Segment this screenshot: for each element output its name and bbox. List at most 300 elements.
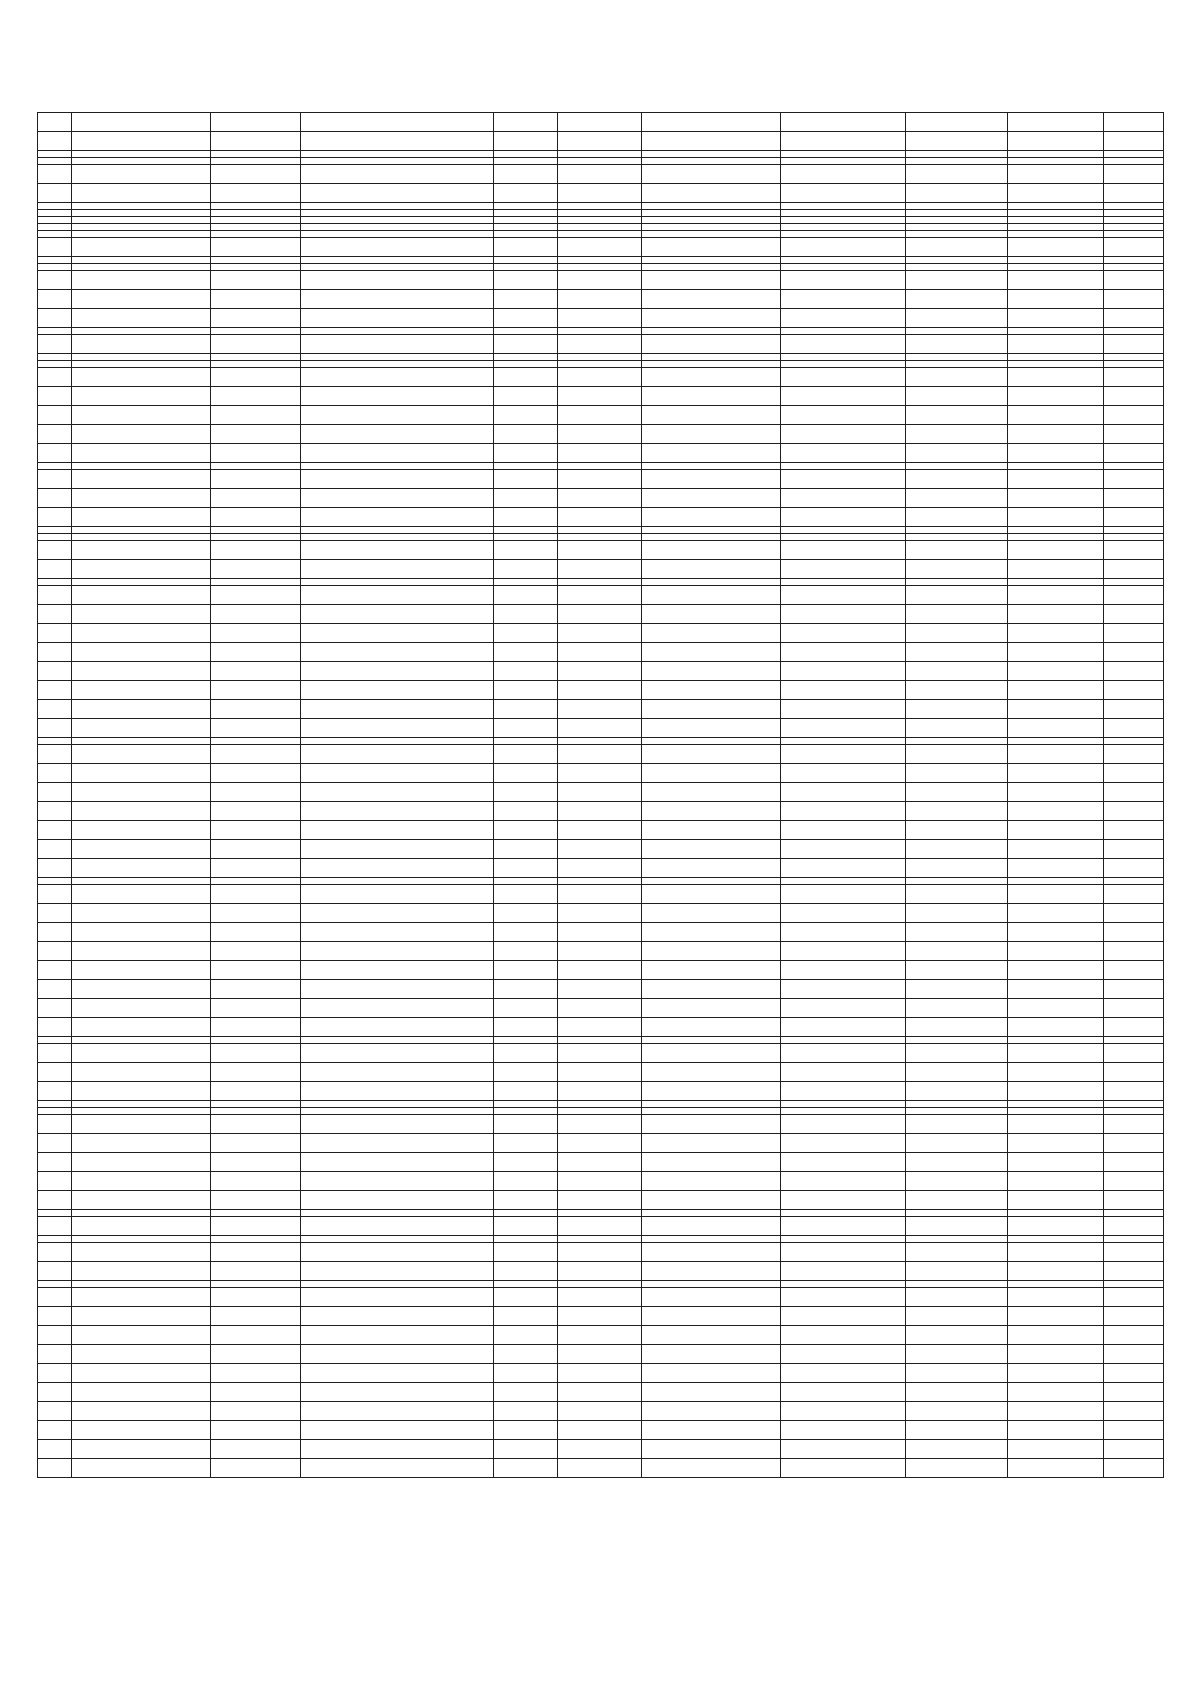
- table-cell: [300, 1018, 493, 1037]
- table-cell: [300, 264, 493, 271]
- table-cell: [38, 231, 72, 238]
- table-cell: [780, 961, 905, 980]
- table-cell: [780, 508, 905, 527]
- table-cell: [210, 489, 300, 508]
- table-cell: [1008, 210, 1103, 217]
- table-cell: [780, 463, 905, 470]
- table-cell: [72, 1101, 210, 1108]
- table-cell: [493, 541, 557, 560]
- table-cell: [642, 1134, 780, 1153]
- table-cell: [300, 1288, 493, 1307]
- table-cell: [1103, 1243, 1163, 1262]
- table-cell: [72, 151, 210, 158]
- table-cell: [300, 527, 493, 534]
- table-cell: [1103, 1082, 1163, 1101]
- table-row: [38, 354, 1164, 361]
- table-row: [38, 224, 1164, 231]
- table-cell: [1008, 904, 1103, 923]
- table-cell: [906, 859, 1008, 878]
- table-cell: [1008, 1262, 1103, 1281]
- table-row: [38, 328, 1164, 335]
- table-cell: [300, 738, 493, 745]
- table-cell: [642, 406, 780, 425]
- table-cell: [300, 961, 493, 980]
- table-cell: [906, 802, 1008, 821]
- table-cell: [300, 217, 493, 224]
- table-cell: [38, 1210, 72, 1217]
- table-cell: [300, 1108, 493, 1115]
- table-row: [38, 821, 1164, 840]
- table-row: [38, 387, 1164, 406]
- table-cell: [780, 1262, 905, 1281]
- table-cell: [1103, 1172, 1163, 1191]
- table-cell: [780, 335, 905, 354]
- table-cell: [557, 1345, 641, 1364]
- table-cell: [557, 802, 641, 821]
- table-cell: [210, 1307, 300, 1326]
- table-cell: [210, 217, 300, 224]
- table-cell: [1103, 354, 1163, 361]
- table-cell: [493, 1459, 557, 1478]
- table-cell: [493, 1345, 557, 1364]
- table-cell: [300, 203, 493, 210]
- table-cell: [780, 681, 905, 700]
- table-cell: [72, 1307, 210, 1326]
- table-cell: [557, 508, 641, 527]
- table-cell: [72, 425, 210, 444]
- table-cell: [906, 203, 1008, 210]
- table-cell: [1008, 354, 1103, 361]
- table-cell: [38, 335, 72, 354]
- table-cell: [557, 1134, 641, 1153]
- table-cell: [780, 151, 905, 158]
- table-cell: [210, 1364, 300, 1383]
- table-cell: [300, 470, 493, 489]
- table-cell: [557, 470, 641, 489]
- table-cell: [1103, 203, 1163, 210]
- table-cell: [210, 840, 300, 859]
- table-cell: [642, 605, 780, 624]
- table-cell: [493, 586, 557, 605]
- table-row: [38, 1082, 1164, 1101]
- table-cell: [1103, 1115, 1163, 1134]
- table-cell: [642, 309, 780, 328]
- table-cell: [210, 309, 300, 328]
- table-cell: [72, 560, 210, 579]
- table-cell: [38, 1459, 72, 1478]
- table-cell: [642, 1115, 780, 1134]
- table-cell: [493, 1243, 557, 1262]
- table-cell: [1008, 840, 1103, 859]
- table-cell: [780, 541, 905, 560]
- table-cell: [72, 1082, 210, 1101]
- table-cell: [210, 980, 300, 999]
- table-cell: [642, 923, 780, 942]
- table-cell: [493, 719, 557, 738]
- table-cell: [1103, 821, 1163, 840]
- table-cell: [780, 527, 905, 534]
- table-cell: [300, 764, 493, 783]
- table-cell: [557, 904, 641, 923]
- table-cell: [300, 605, 493, 624]
- table-cell: [72, 1115, 210, 1134]
- table-cell: [72, 961, 210, 980]
- table-cell: [780, 1440, 905, 1459]
- table-cell: [38, 840, 72, 859]
- table-cell: [557, 444, 641, 463]
- table-cell: [300, 1262, 493, 1281]
- table-cell: [906, 257, 1008, 264]
- table-cell: [780, 1037, 905, 1044]
- table-cell: [642, 1307, 780, 1326]
- table-cell: [72, 335, 210, 354]
- table-cell: [780, 1243, 905, 1262]
- table-cell: [1008, 859, 1103, 878]
- table-cell: [642, 1288, 780, 1307]
- table-cell: [72, 217, 210, 224]
- table-cell: [210, 662, 300, 681]
- table-cell: [906, 1082, 1008, 1101]
- table-cell: [300, 700, 493, 719]
- table-cell: [38, 527, 72, 534]
- table-cell: [38, 1063, 72, 1082]
- table-cell: [493, 1281, 557, 1288]
- table-cell: [1008, 764, 1103, 783]
- table-cell: [38, 1440, 72, 1459]
- table-cell: [493, 1288, 557, 1307]
- table-cell: [72, 257, 210, 264]
- table-cell: [906, 527, 1008, 534]
- table-cell: [1008, 1383, 1103, 1402]
- table-cell: [642, 387, 780, 406]
- table-cell: [1008, 184, 1103, 203]
- table-cell: [557, 1037, 641, 1044]
- table-cell: [210, 904, 300, 923]
- table-cell: [72, 527, 210, 534]
- table-cell: [72, 579, 210, 586]
- table-cell: [1008, 681, 1103, 700]
- table-cell: [557, 224, 641, 231]
- table-cell: [557, 489, 641, 508]
- table-cell: [1008, 165, 1103, 184]
- table-cell: [300, 335, 493, 354]
- table-cell: [300, 1044, 493, 1063]
- table-cell: [493, 738, 557, 745]
- table-cell: [38, 1345, 72, 1364]
- table-cell: [906, 1459, 1008, 1478]
- table-cell: [642, 1243, 780, 1262]
- table-cell: [1008, 885, 1103, 904]
- table-cell: [38, 1281, 72, 1288]
- table-row: [38, 1210, 1164, 1217]
- table-cell: [72, 406, 210, 425]
- table-cell: [38, 605, 72, 624]
- table-cell: [1103, 859, 1163, 878]
- table-cell: [38, 264, 72, 271]
- table-cell: [557, 942, 641, 961]
- table-cell: [557, 1281, 641, 1288]
- table-cell: [906, 158, 1008, 165]
- table-cell: [1008, 158, 1103, 165]
- table-row: [38, 942, 1164, 961]
- table-cell: [72, 1262, 210, 1281]
- table-cell: [780, 904, 905, 923]
- table-cell: [1103, 1134, 1163, 1153]
- table-cell: [493, 999, 557, 1018]
- table-cell: [1008, 745, 1103, 764]
- table-cell: [906, 335, 1008, 354]
- table-cell: [906, 821, 1008, 840]
- table-cell: [210, 885, 300, 904]
- table-row: [38, 231, 1164, 238]
- table-cell: [72, 1044, 210, 1063]
- table-cell: [780, 700, 905, 719]
- table-cell: [210, 1281, 300, 1288]
- table-cell: [1103, 231, 1163, 238]
- table-cell: [557, 425, 641, 444]
- table-cell: [557, 534, 641, 541]
- table-cell: [300, 387, 493, 406]
- table-cell: [72, 1217, 210, 1236]
- table-cell: [210, 132, 300, 151]
- table-cell: [493, 1108, 557, 1115]
- table-cell: [210, 1172, 300, 1191]
- table-cell: [72, 1172, 210, 1191]
- table-cell: [642, 1262, 780, 1281]
- table-cell: [906, 1243, 1008, 1262]
- table-cell: [38, 821, 72, 840]
- table-row: [38, 527, 1164, 534]
- table-cell: [38, 885, 72, 904]
- table-cell: [493, 1217, 557, 1236]
- table-cell: [1008, 1307, 1103, 1326]
- table-cell: [38, 745, 72, 764]
- table-cell: [780, 1421, 905, 1440]
- table-cell: [557, 1115, 641, 1134]
- table-cell: [38, 309, 72, 328]
- table-cell: [1103, 158, 1163, 165]
- table-cell: [38, 406, 72, 425]
- table-cell: [906, 961, 1008, 980]
- table-cell: [1008, 1459, 1103, 1478]
- table-cell: [1103, 579, 1163, 586]
- table-cell: [557, 1440, 641, 1459]
- table-cell: [1008, 719, 1103, 738]
- table-row: [38, 980, 1164, 999]
- table-cell: [493, 923, 557, 942]
- table-cell: [780, 1108, 905, 1115]
- table-row: [38, 257, 1164, 264]
- table-cell: [1103, 904, 1163, 923]
- table-cell: [557, 527, 641, 534]
- table-cell: [780, 210, 905, 217]
- table-row: [38, 1236, 1164, 1243]
- table-cell: [557, 821, 641, 840]
- table-cell: [906, 662, 1008, 681]
- table-cell: [300, 1459, 493, 1478]
- table-cell: [72, 541, 210, 560]
- table-row: [38, 1153, 1164, 1172]
- table-cell: [557, 231, 641, 238]
- table-cell: [642, 444, 780, 463]
- table-cell: [493, 184, 557, 203]
- table-cell: [642, 210, 780, 217]
- table-cell: [642, 527, 780, 534]
- table-cell: [780, 1217, 905, 1236]
- table-cell: [300, 132, 493, 151]
- table-cell: [210, 942, 300, 961]
- table-cell: [906, 1037, 1008, 1044]
- table-cell: [780, 361, 905, 368]
- table-row: [38, 165, 1164, 184]
- table-cell: [557, 151, 641, 158]
- table-cell: [300, 1326, 493, 1345]
- table-cell: [210, 335, 300, 354]
- table-cell: [493, 1307, 557, 1326]
- table-cell: [493, 210, 557, 217]
- table-cell: [906, 210, 1008, 217]
- table-cell: [780, 1018, 905, 1037]
- table-cell: [642, 700, 780, 719]
- table-cell: [210, 700, 300, 719]
- table-cell: [906, 579, 1008, 586]
- table-cell: [557, 1108, 641, 1115]
- table-cell: [210, 764, 300, 783]
- table-cell: [38, 1288, 72, 1307]
- table-cell: [210, 1018, 300, 1037]
- table-cell: [642, 203, 780, 210]
- table-cell: [780, 224, 905, 231]
- table-cell: [72, 885, 210, 904]
- table-cell: [493, 643, 557, 662]
- table-cell: [72, 1364, 210, 1383]
- table-cell: [780, 1191, 905, 1210]
- table-cell: [210, 745, 300, 764]
- table-cell: [1103, 1262, 1163, 1281]
- table-cell: [300, 368, 493, 387]
- table-row: [38, 1101, 1164, 1108]
- table-cell: [906, 368, 1008, 387]
- table-cell: [72, 1063, 210, 1082]
- table-row: [38, 1108, 1164, 1115]
- table-cell: [38, 271, 72, 290]
- table-cell: [642, 151, 780, 158]
- table-cell: [72, 904, 210, 923]
- table-row: [38, 113, 1164, 132]
- table-cell: [210, 961, 300, 980]
- table-cell: [557, 560, 641, 579]
- table-cell: [1103, 802, 1163, 821]
- table-cell: [557, 217, 641, 224]
- table-cell: [210, 231, 300, 238]
- table-cell: [38, 1134, 72, 1153]
- table-cell: [210, 354, 300, 361]
- table-cell: [210, 1459, 300, 1478]
- table-cell: [906, 1153, 1008, 1172]
- table-cell: [493, 1172, 557, 1191]
- table-cell: [300, 980, 493, 999]
- table-cell: [72, 605, 210, 624]
- table-cell: [72, 859, 210, 878]
- table-cell: [493, 290, 557, 309]
- table-cell: [642, 904, 780, 923]
- table-cell: [300, 1037, 493, 1044]
- table-cell: [493, 878, 557, 885]
- table-cell: [300, 309, 493, 328]
- table-cell: [1008, 1191, 1103, 1210]
- table-cell: [72, 1440, 210, 1459]
- table-cell: [557, 1018, 641, 1037]
- table-cell: [493, 1037, 557, 1044]
- table-cell: [642, 1153, 780, 1172]
- table-cell: [38, 738, 72, 745]
- table-cell: [38, 586, 72, 605]
- table-cell: [493, 1082, 557, 1101]
- table-row: [38, 470, 1164, 489]
- table-cell: [300, 802, 493, 821]
- table-cell: [493, 764, 557, 783]
- table-cell: [300, 1345, 493, 1364]
- table-cell: [38, 463, 72, 470]
- table-cell: [780, 158, 905, 165]
- table-cell: [906, 238, 1008, 257]
- table-cell: [300, 745, 493, 764]
- table-cell: [906, 217, 1008, 224]
- table-cell: [72, 238, 210, 257]
- table-cell: [906, 904, 1008, 923]
- table-cell: [557, 878, 641, 885]
- table-cell: [38, 113, 72, 132]
- table-cell: [493, 309, 557, 328]
- table-cell: [493, 1236, 557, 1243]
- table-row: [38, 361, 1164, 368]
- table-cell: [557, 1217, 641, 1236]
- table-cell: [210, 719, 300, 738]
- table-cell: [906, 264, 1008, 271]
- table-cell: [210, 802, 300, 821]
- table-cell: [1008, 406, 1103, 425]
- table-cell: [210, 681, 300, 700]
- table-cell: [210, 1191, 300, 1210]
- table-cell: [72, 764, 210, 783]
- table-cell: [38, 681, 72, 700]
- table-cell: [780, 579, 905, 586]
- table-cell: [72, 878, 210, 885]
- table-row: [38, 184, 1164, 203]
- table-cell: [557, 1243, 641, 1262]
- table-cell: [1008, 1421, 1103, 1440]
- table-cell: [38, 328, 72, 335]
- table-cell: [493, 361, 557, 368]
- table-row: [38, 624, 1164, 643]
- table-cell: [1103, 290, 1163, 309]
- table-cell: [557, 579, 641, 586]
- table-cell: [906, 1101, 1008, 1108]
- table-cell: [300, 1217, 493, 1236]
- table-cell: [906, 489, 1008, 508]
- table-row: [38, 1402, 1164, 1421]
- table-cell: [780, 1364, 905, 1383]
- table-cell: [72, 489, 210, 508]
- table-cell: [300, 821, 493, 840]
- table-cell: [493, 961, 557, 980]
- table-cell: [493, 560, 557, 579]
- table-cell: [642, 217, 780, 224]
- table-cell: [38, 368, 72, 387]
- table-cell: [210, 387, 300, 406]
- table-cell: [780, 328, 905, 335]
- table-cell: [210, 579, 300, 586]
